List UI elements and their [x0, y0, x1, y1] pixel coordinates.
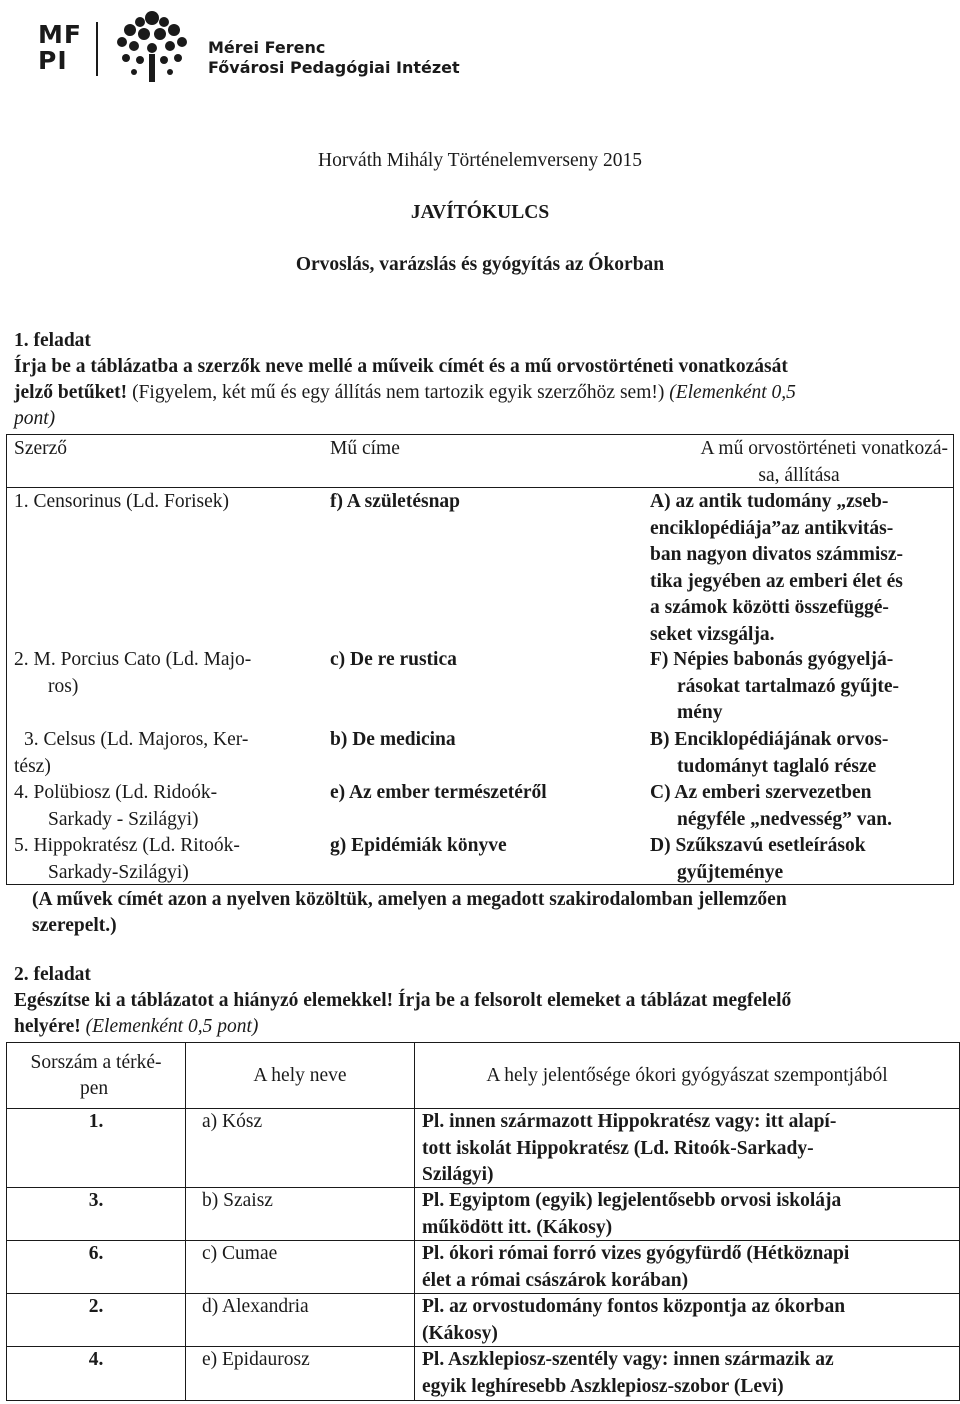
table-row-author: 4. Polübiosz (Ld. Ridoók- Sarkady - Szilágyi)	[14, 782, 218, 830]
task2-instruction-line2: helyére! (Elemenként 0,5 pont)	[14, 1016, 259, 1037]
table-border	[185, 1042, 186, 1401]
document-subtitle: JAVÍTÓKULCS	[410, 202, 550, 223]
table-border	[6, 434, 954, 435]
task1-instruction-line2: jelző betűket! (Figyelem, két mű és egy állítás nem tartozik egyik szerzőhöz sem!) (Elemenként 0,5	[14, 382, 796, 403]
tree-icon	[104, 8, 200, 84]
table-row-place: e) Epidaurosz	[202, 1349, 310, 1370]
table-row-author: 3. Celsus (Ld. Majoros, Ker- tész)	[14, 729, 249, 777]
table-border	[6, 1042, 960, 1043]
table-row-relevance: C) Az emberi szervezetben négyféle „nedvesség” van.	[650, 782, 893, 830]
table-row-relevance: B) Enciklopédiájának orvos- tudományt taglaló része	[650, 729, 889, 777]
table-row-author: 2. M. Porcius Cato (Ld. Majo- ros)	[14, 649, 252, 697]
table-row-relevance: D) Szűkszavú esetleírások gyűjteménye	[650, 835, 866, 883]
table-row-work: b) De medicina	[330, 729, 456, 750]
table-row-significance: Pl. ókori római forró vizes gyógyfürdő (Hétköznapi élet a római császárok korában)	[422, 1243, 850, 1291]
table-row-relevance: F) Népies babonás gyógyeljá- rásokat tartalmazó gyűjte- mény	[650, 649, 900, 723]
logo-mark: MF PI	[38, 20, 82, 75]
document-title: Horváth Mihály Történelemverseny 2015	[317, 150, 643, 171]
task1-note: (A művek címét azon a nyelven közöltük, amelyen a megadott szakirodalomban jellemzően szerepelt.)	[32, 889, 787, 936]
table-row-work: g) Epidémiák könyve	[330, 835, 507, 856]
task2-heading: 2. feladat	[14, 964, 91, 985]
task2-instruction-line1: Egészítse ki a táblázatot a hiányzó elemekkel! Írja be a felsorolt elemeket a táblázat megfelelő	[14, 990, 792, 1011]
task1-heading: 1. feladat	[14, 330, 91, 351]
header-significance: A hely jelentősége ókori gyógyászat szempontjából	[486, 1065, 888, 1086]
table-row-place: b) Szaisz	[202, 1190, 273, 1211]
header-relevance: A mű orvostörténeti vonatkozá- sa, állítása	[700, 438, 948, 486]
table-row-significance: Pl. Aszklepiosz-szentély vagy: innen származik az egyik leghíresebb Aszklepiosz-szobor (Levi)	[422, 1349, 834, 1397]
table-row-significance: Pl. innen származott Hippokratész vagy: itt alapí- tott iskolát Hippokratész (Ld. Ritoók-Sarkady- Szilágyi)	[422, 1111, 837, 1185]
table-border	[6, 1400, 960, 1401]
table-row-number: 3.	[88, 1190, 104, 1211]
table-row-author: 5. Hippokratész (Ld. Ritoók- Sarkady-Szilágyi)	[14, 835, 240, 883]
table-row-work: c) De re rustica	[330, 649, 457, 670]
table-row-relevance: A) az antik tudomány „zseb- enciklopédiája”az antikvitás- ban nagyon divatos számmisz- tika jegyében az emberi élet és a számok közötti összefüggé- seket vizsgálja.	[650, 491, 903, 645]
table-row-place: a) Kósz	[202, 1111, 263, 1132]
table-border	[6, 434, 7, 885]
table-row-work: f) A születésnap	[330, 491, 461, 512]
table-row-author: 1. Censorinus (Ld. Forisek)	[14, 491, 230, 512]
table-border	[953, 434, 954, 885]
logo-divider	[96, 22, 98, 76]
header-map-number: Sorszám a térké- pen	[30, 1052, 162, 1099]
task1-instruction-line3: pont)	[14, 408, 56, 429]
table-row-significance: Pl. az orvostudomány fontos központja az ókorban (Kákosy)	[422, 1296, 846, 1344]
table-border	[414, 1042, 415, 1401]
table-row-number: 2.	[88, 1296, 104, 1317]
header-author: Szerző	[14, 438, 68, 459]
organization-name: Mérei Ferenc Fővárosi Pedagógiai Intézet	[208, 38, 460, 77]
table-row-number: 6.	[88, 1243, 104, 1264]
table-row-place: d) Alexandria	[202, 1296, 309, 1317]
table-row-work: e) Az ember természetéről	[330, 782, 547, 803]
header-place-name: A hely neve	[253, 1065, 347, 1086]
logo	[38, 8, 478, 80]
table-border	[6, 1042, 7, 1401]
header-work-title: Mű címe	[330, 438, 400, 459]
table-row-number: 4.	[88, 1349, 104, 1370]
task1-instruction-line1: Írja be a táblázatba a szerzők neve mellé a műveik címét és a mű orvostörténeti vonatkozását	[14, 356, 788, 377]
table-row-significance: Pl. Egyiptom (egyik) legjelentősebb orvosi iskolája működött itt. (Kákosy)	[422, 1190, 842, 1238]
table-row-place: c) Cumae	[202, 1243, 278, 1264]
document-topic: Orvoslás, varázslás és gyógyítás az Ókorban	[295, 254, 665, 275]
table-row-number: 1.	[88, 1111, 104, 1132]
